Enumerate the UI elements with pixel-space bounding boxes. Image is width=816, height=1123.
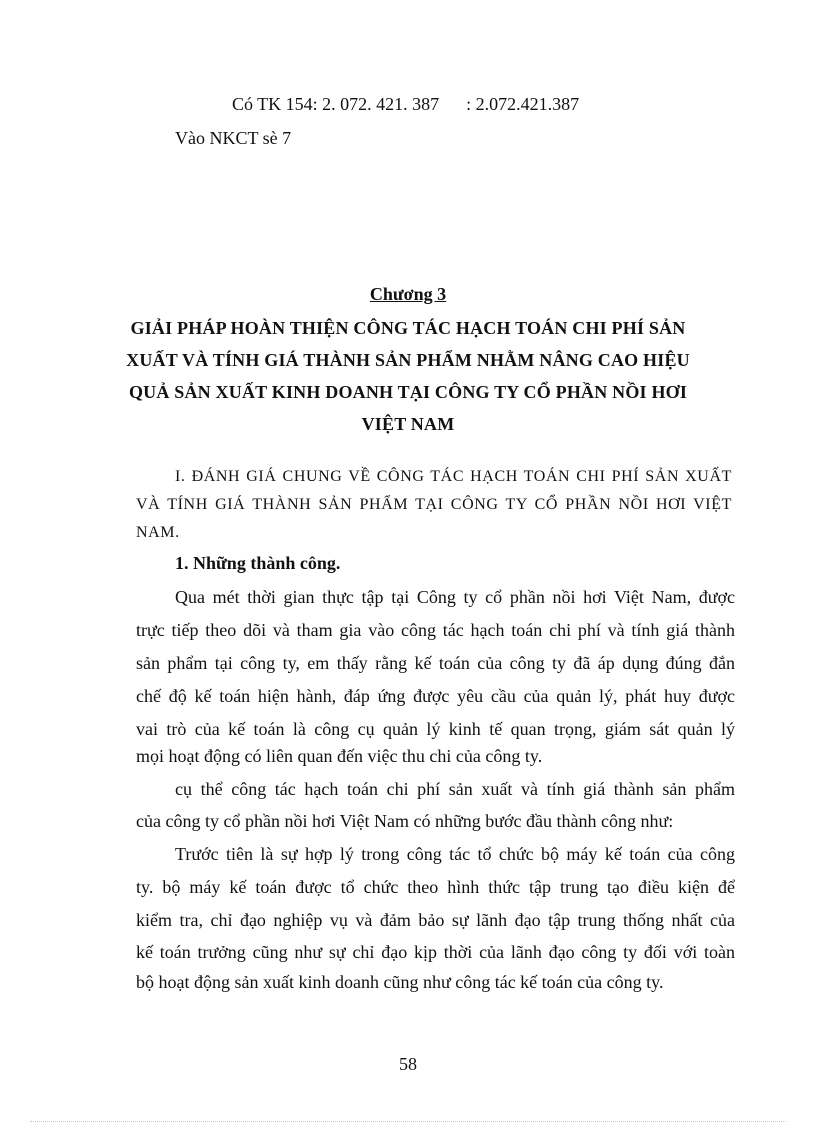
body-line: trực tiếp theo dõi và tham gia vào công tác hạch toán chi phí và tính giá thành (136, 620, 735, 640)
section-heading-line: I. ĐÁNH GIÁ CHUNG VỀ CÔNG TÁC HẠCH TOÁN CHI PHÍ SẢN XUẤT (175, 468, 732, 485)
subsection-heading: 1. Những thành công. (175, 553, 341, 573)
chapter-title-line: GIẢI PHÁP HOÀN THIỆN CÔNG TÁC HẠCH TOÁN CHI PHÍ SẢN (130, 318, 686, 338)
body-line: ty. bộ máy kế toán được tổ chức theo hình thức tập trung tạo điều kiện để (136, 877, 735, 897)
body-line: Qua mét thời gian thực tập tại Công ty cổ phần nồi hơi Việt Nam, được (175, 587, 735, 607)
body-line: chế độ kế toán hiện hành, đáp ứng được yêu cầu của quản lý, phát huy được (136, 686, 735, 706)
chapter-label: Chương 3 (369, 284, 447, 304)
body-line: kiểm tra, chỉ đạo nghiệp vụ và đảm bảo sự lãnh đạo tập trung thống nhất của (136, 910, 735, 930)
chapter-title-line: VIỆT NAM (361, 414, 455, 434)
body-line: của công ty cổ phần nồi hơi Việt Nam có những bước đầu thành công như: (136, 811, 674, 831)
journal-reference-line: Vào NKCT sè 7 (175, 128, 292, 148)
page-number: 58 (399, 1054, 417, 1074)
body-line: vai trò của kế toán là công cụ quản lý kinh tế quan trọng, giám sát quản lý (136, 719, 735, 739)
body-line: bộ hoạt động sản xuất kinh doanh cũng như công tác kế toán của công ty. (136, 972, 664, 992)
body-line: Trước tiên là sự hợp lý trong công tác tổ chức bộ máy kế toán của công (175, 844, 735, 864)
section-heading-line: NAM. (136, 524, 180, 541)
page-bottom-divider (30, 1121, 786, 1122)
body-line: kế toán trưởng cũng như sự chỉ đạo kịp thời của lãnh đạo công ty đối với toàn (136, 942, 735, 962)
section-heading-line: VÀ TÍNH GIÁ THÀNH SẢN PHẨM TẠI CÔNG TY CỔ PHẦN NỒI HƠI VIỆT (136, 496, 732, 513)
credit-entry-line: Có TK 154: 2. 072. 421. 387 : 2.072.421.387 (232, 94, 580, 114)
body-line: cụ thể công tác hạch toán chi phí sản xuất và tính giá thành sản phẩm (175, 779, 735, 799)
chapter-title-line: QUẢ SẢN XUẤT KINH DOANH TẠI CÔNG TY CỔ PHẦN NỒI HƠI (128, 382, 688, 402)
body-line: mọi hoạt động có liên quan đến việc thu chi của công ty. (136, 746, 543, 766)
body-line: sản phẩm tại công ty, em thấy rằng kế toán của công ty đã áp dụng đúng đắn (136, 653, 735, 673)
chapter-title-line: XUẤT VÀ TÍNH GIÁ THÀNH SẢN PHẨM NHẰM NÂNG CAO HIỆU (126, 350, 690, 370)
